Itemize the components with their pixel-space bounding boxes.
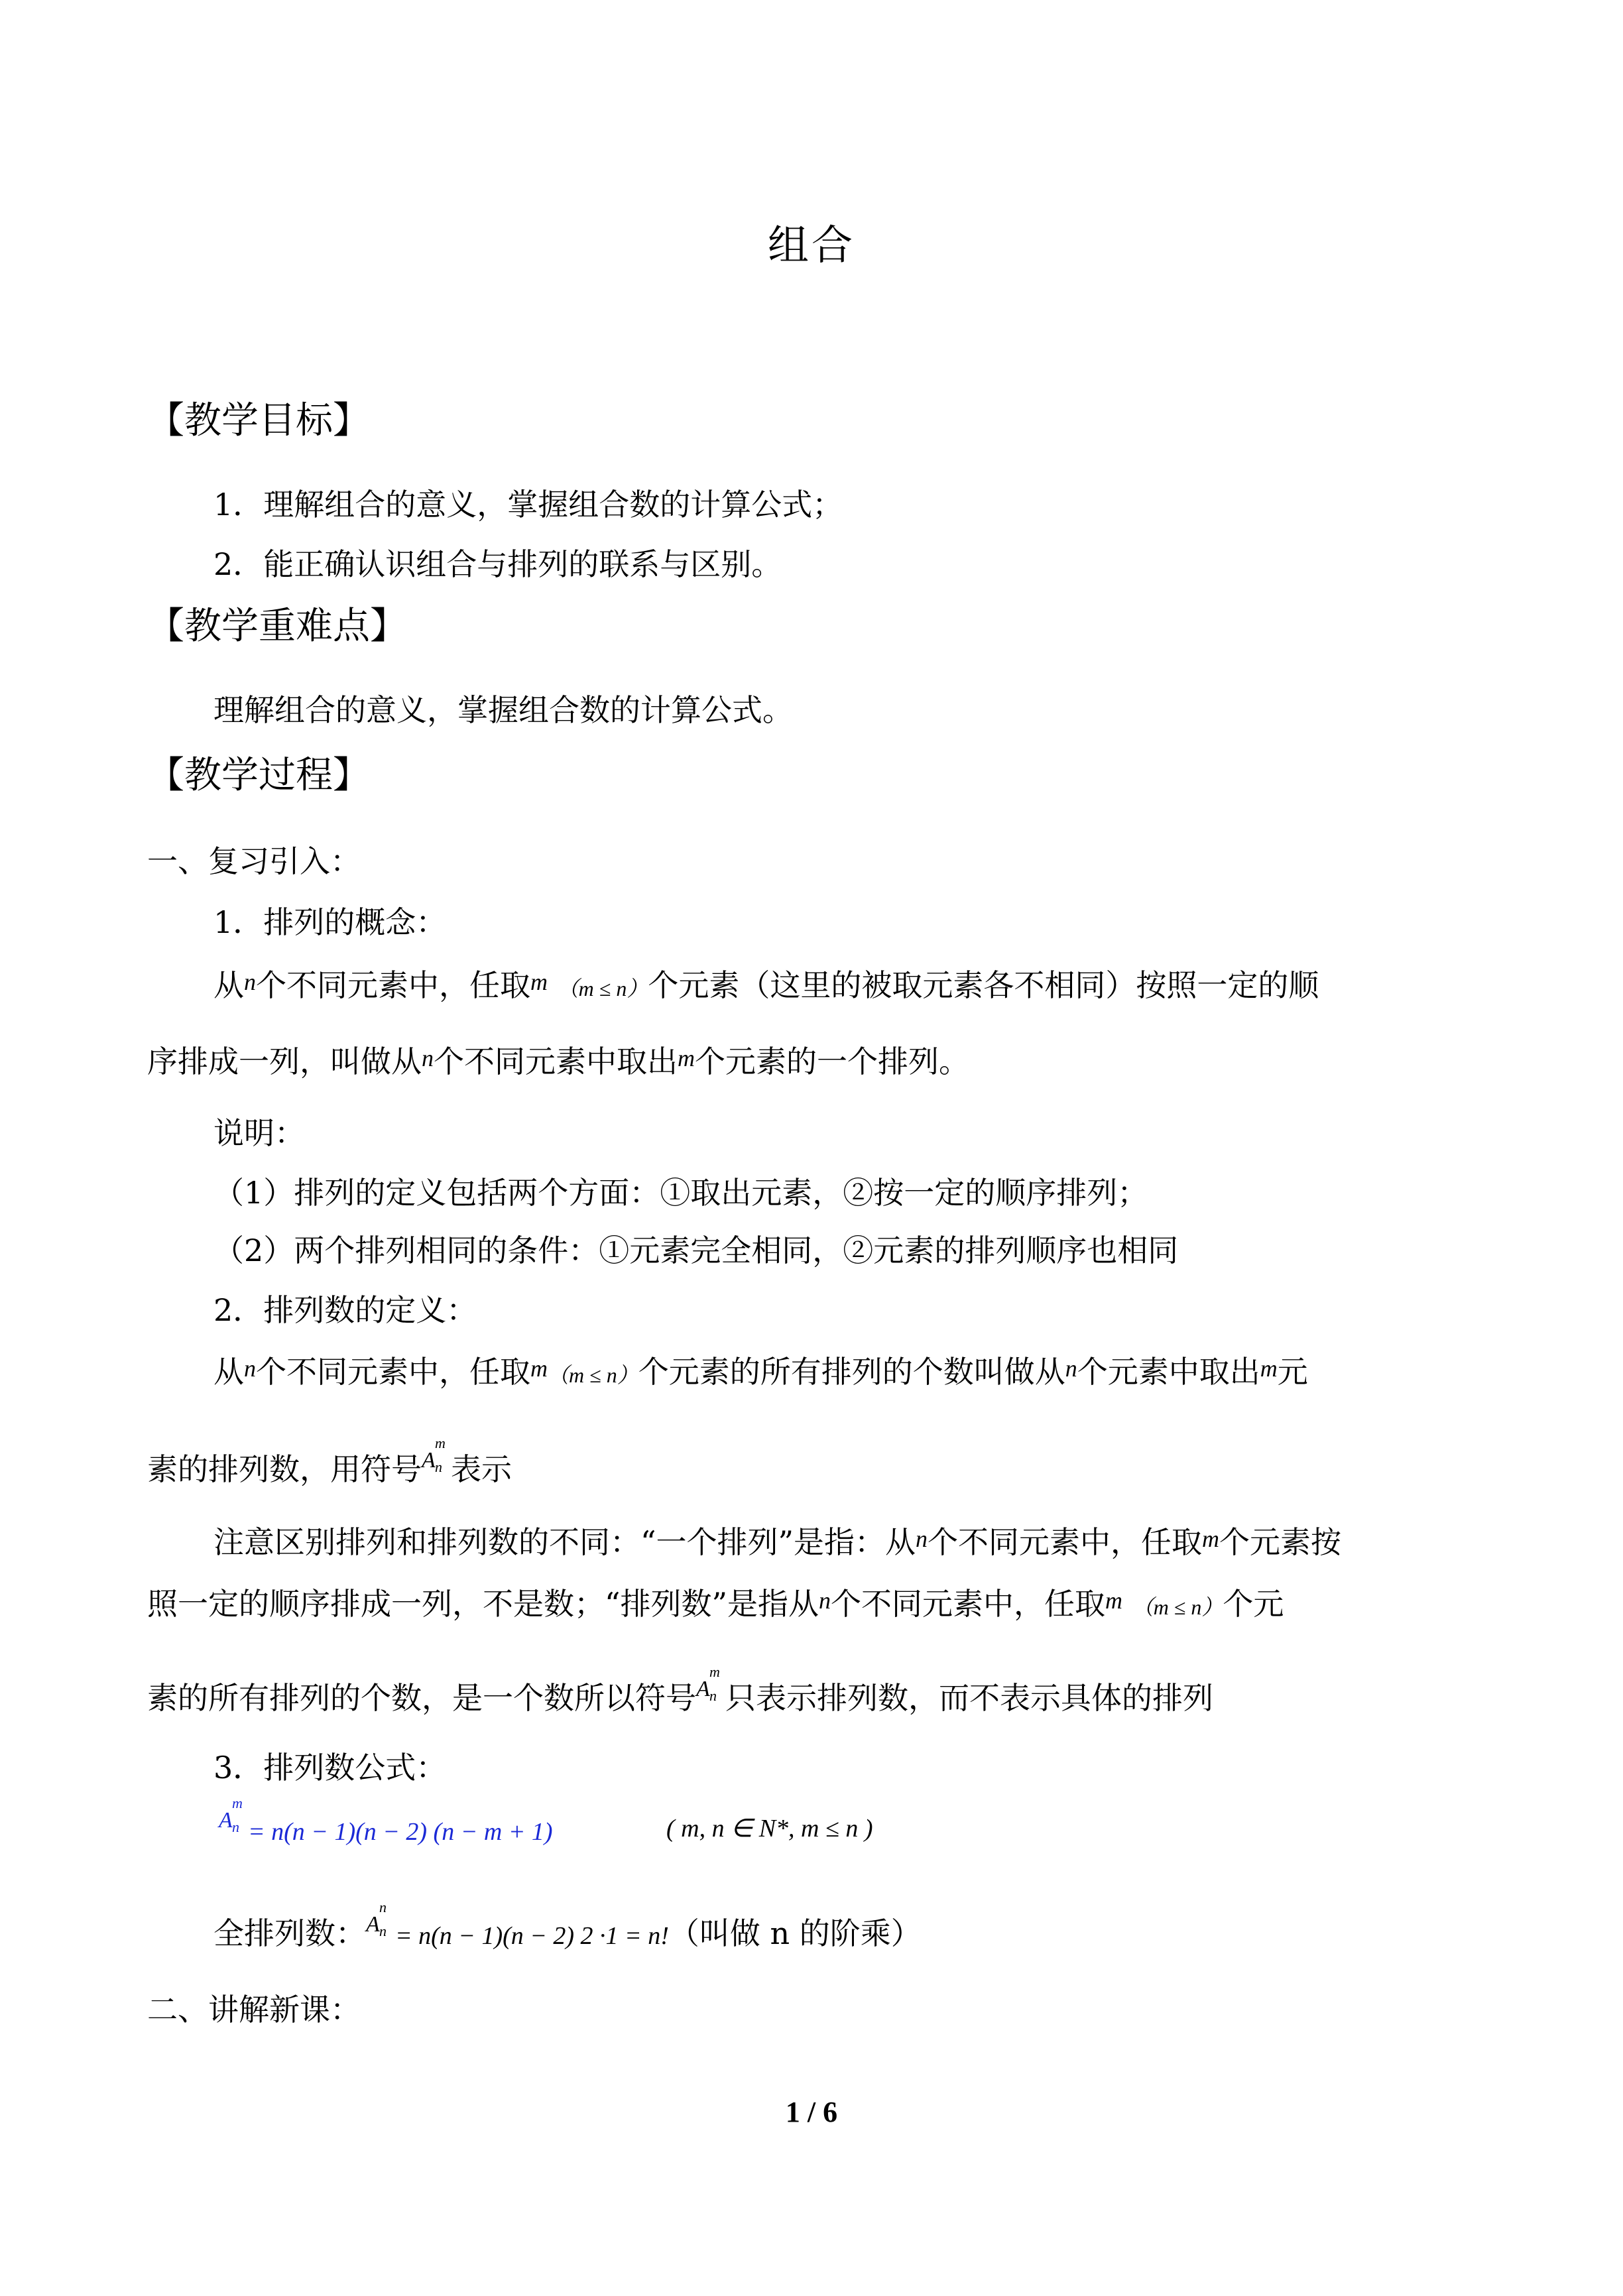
distinction-line-1: 注意区别排列和排列数的不同：“一个排列”是指：从n个不同元素中，任取m个元素按 [213,1524,1342,1560]
goal-1: 1．理解组合的意义，掌握组合数的计算公式； [213,487,843,522]
goals-heading: 【教学目标】 [147,399,370,442]
note-2: （2）两个排列相同的条件：①元素完全相同，②元素的排列顺序也相同 [213,1233,1179,1268]
item-1-label: 1．排列的概念： [213,904,447,940]
permutation-number-def-line-1: 从n个不同元素中，任取m（m ≤ n）个元素的所有排列的个数叫做从n个元素中取出m元 [213,1354,1308,1390]
process-heading: 【教学过程】 [147,754,370,797]
distinction-line-3: 素的所有排列的个数，是一个数所以符号 A m n 只表示排列数，而不表示具体的排列 [147,1663,1213,1716]
permutation-symbol: A m n [422,1435,446,1475]
review-heading: 一、复习引入： [147,843,361,879]
full-permutation-line: 全排列数： A n n = n(n − 1)(n − 2) 2 ·1 = n!（叫做 n 的阶乘） [213,1899,922,1951]
full-permutation-symbol: A n n [366,1899,387,1939]
permutation-symbol: A m n [696,1663,720,1704]
permutation-formula: A m n = n(n − 1)(n − 2) (n − m + 1) [219,1795,553,1846]
key-points-text: 理解组合的意义，掌握组合数的计算公式。 [213,692,793,728]
permutation-formula-condition: ( m, n ∈ N*, m ≤ n ) [666,1815,873,1843]
page-number: 1 / 6 [785,2096,838,2128]
permutation-def-line-1: 从n个不同元素中，任取m （m ≤ n）个元素（这里的被取元素各不相同）按照一定的顺 [213,967,1319,1003]
new-lesson-heading: 二、讲解新课： [147,1992,361,2027]
item-3-label: 3．排列数公式： [213,1750,447,1785]
permutation-symbol: A m n [219,1795,243,1835]
distinction-line-2: 照一定的顺序排成一列，不是数；“排列数”是指从n个不同元素中，任取m （m ≤ n）个元 [147,1586,1284,1622]
key-points-heading: 【教学重难点】 [147,605,407,648]
page-title: 组合 [767,221,855,269]
note-1: （1）排列的定义包括两个方面：①取出元素，②按一定的顺序排列； [213,1175,1148,1211]
permutation-number-def-line-2: 素的排列数，用符号 A m n 表示 [147,1435,512,1487]
goal-2: 2．能正确认识组合与排列的联系与区别。 [213,546,782,582]
item-2-label: 2．排列数的定义： [213,1292,477,1328]
note-label: 说明： [213,1115,305,1151]
permutation-def-line-2: 序排成一列，叫做从n个不同元素中取出m个元素的一个排列。 [147,1044,969,1079]
